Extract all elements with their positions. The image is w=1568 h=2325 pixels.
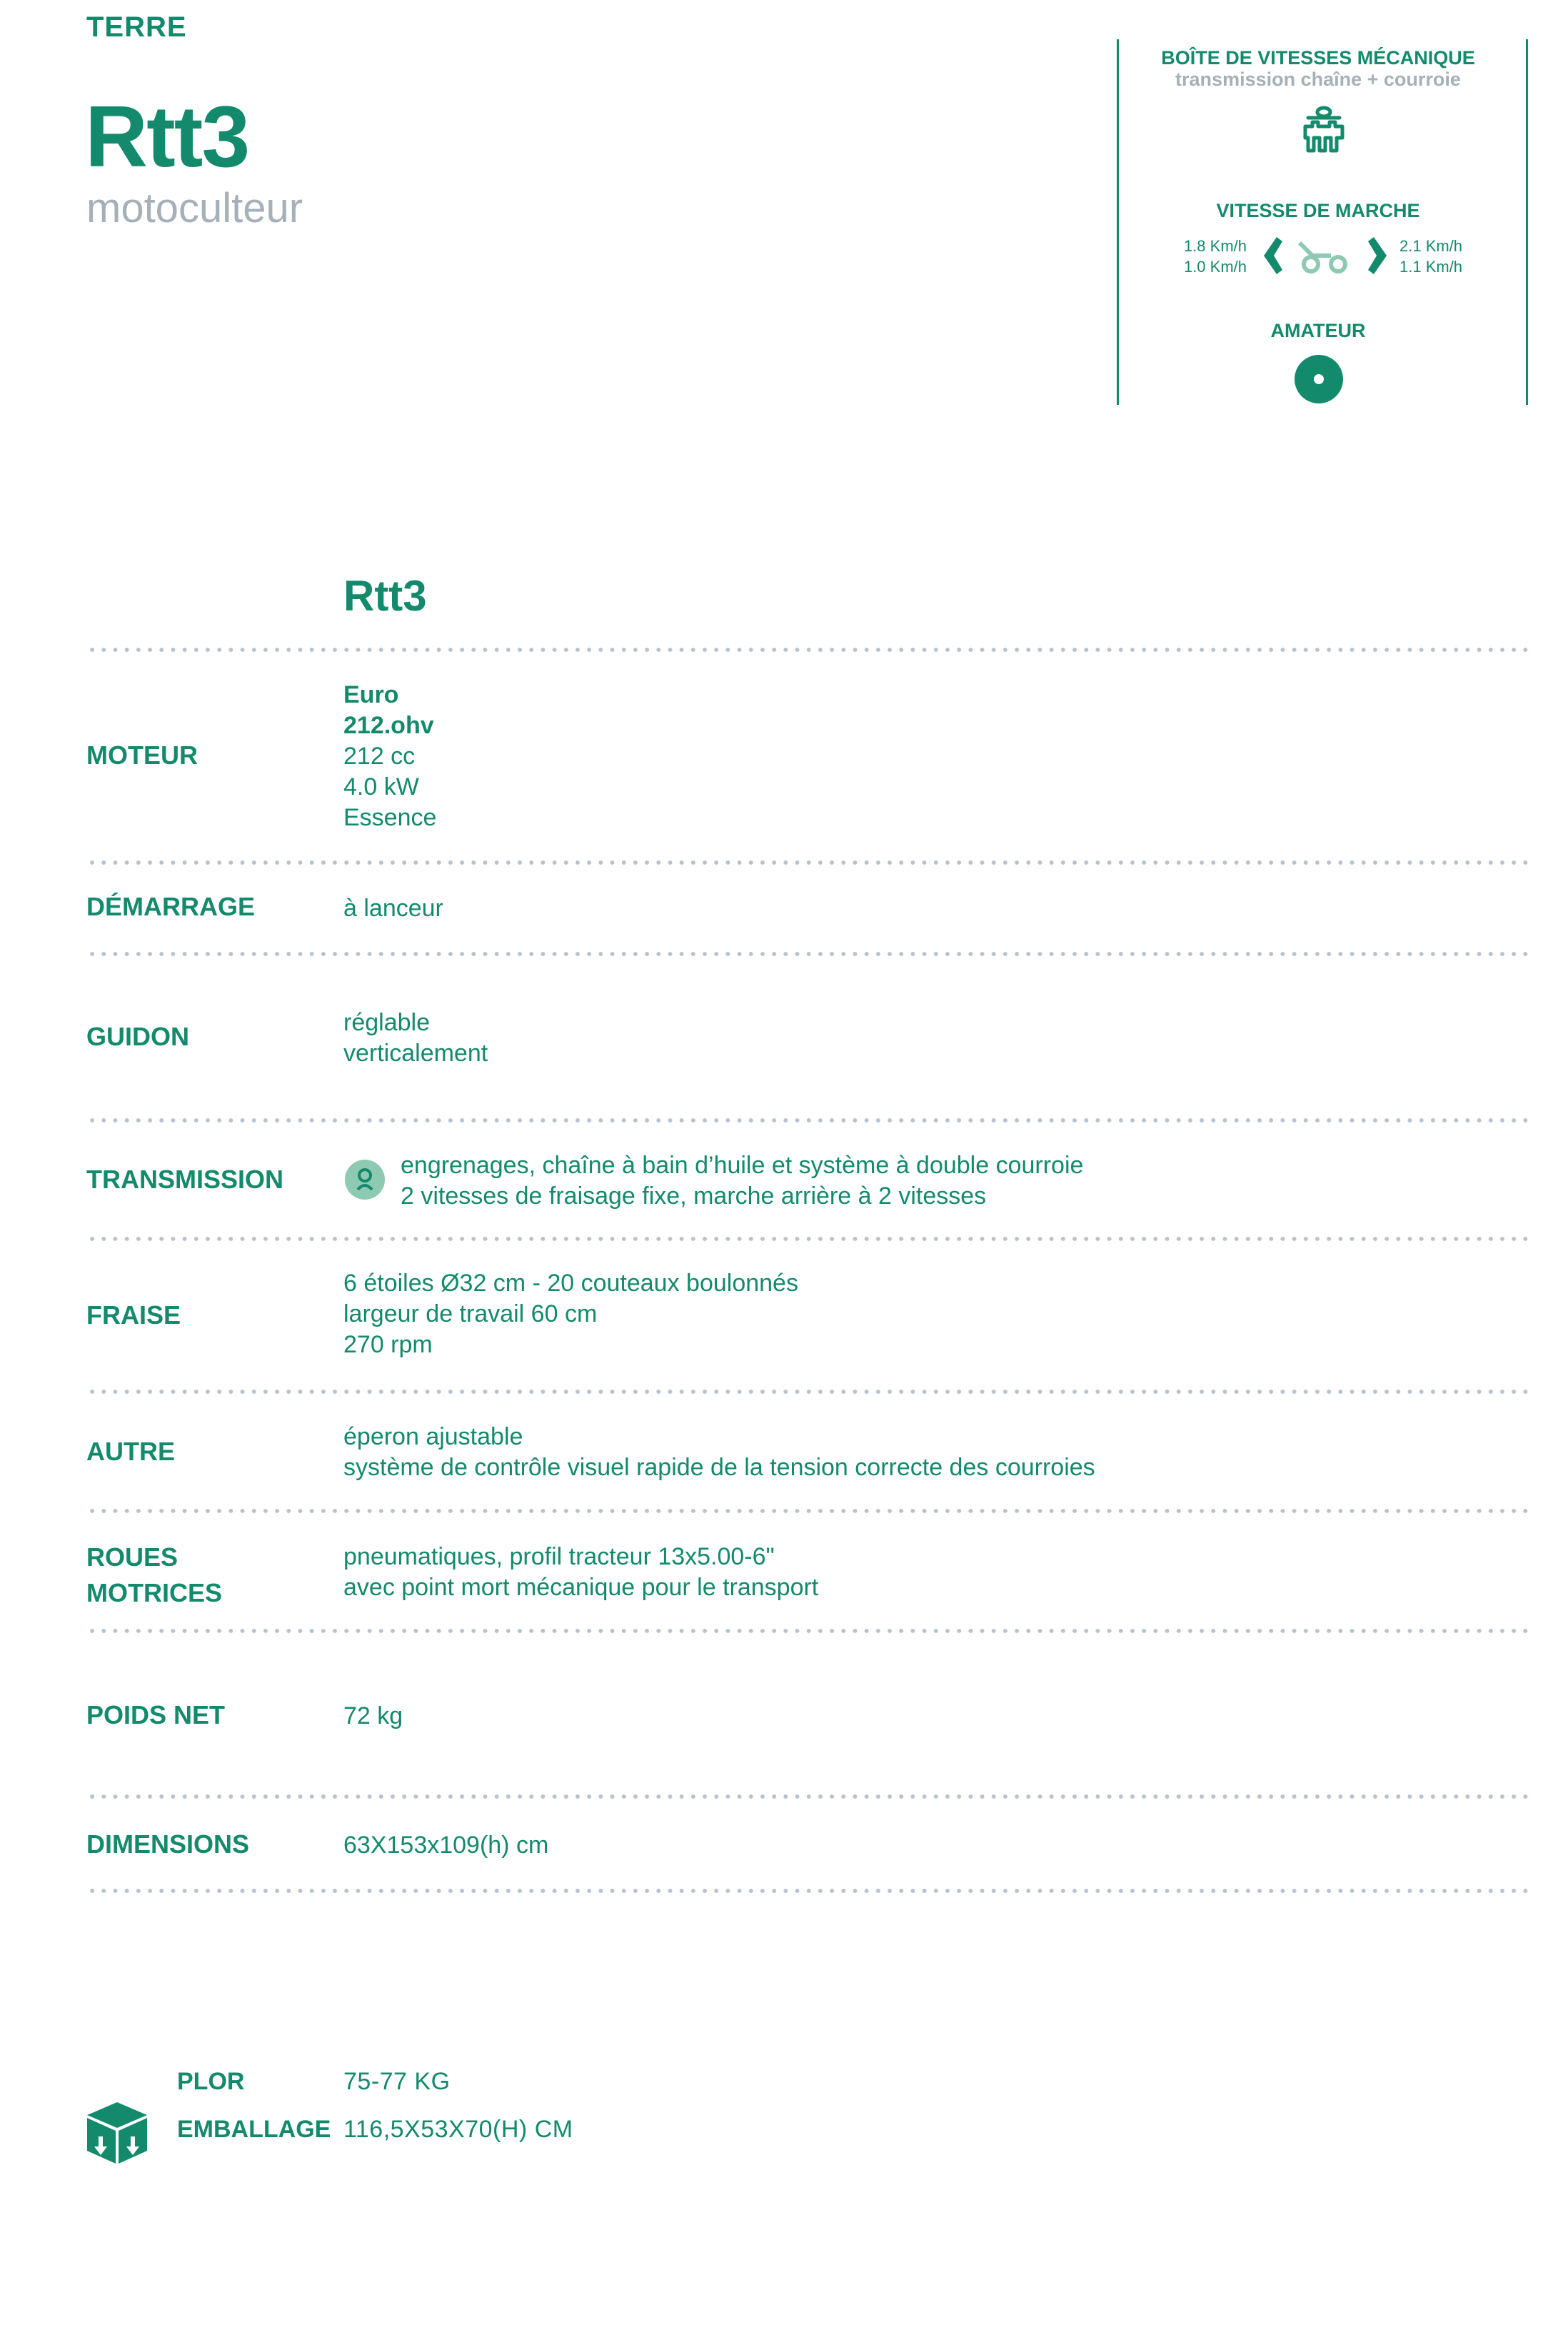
spec-label-transmission: TRANSMISSION (86, 1165, 284, 1194)
spec-value-roues-motrices (343, 1542, 818, 1603)
spec-value-guidon (343, 1008, 488, 1069)
row-divider (86, 1118, 1529, 1123)
tiller-line-1: 6 étoiles Ø32 cm - 20 couteaux boulonnés (343, 1270, 798, 1297)
spec-value-demarrage (343, 893, 443, 924)
gearbox-icon (1298, 104, 1350, 156)
table-model-header: Rtt3 (343, 572, 427, 620)
row-divider (86, 1390, 1529, 1394)
transmission-line-2: 2 vitesses de fraisage fixe, marche arrière à 2 vitesses (401, 1182, 987, 1210)
spec-label-demarrage: DÉMARRAGE (86, 892, 256, 921)
row-divider (86, 860, 1529, 865)
row-divider (86, 1509, 1529, 1513)
reverse-speeds (1399, 236, 1462, 277)
other-line-2: système de contrôle visuel rapide de la tension correcte des courroies (343, 1454, 1095, 1481)
engine-model: 212.ohv (343, 712, 434, 739)
panel-left-divider (1117, 39, 1119, 405)
category-label: TERRE (86, 11, 187, 43)
other-line-1: éperon ajustable (343, 1423, 523, 1450)
spec-value-poids-net (343, 1701, 403, 1732)
row-divider (86, 1629, 1529, 1633)
spec-label-moteur: MOTEUR (86, 740, 198, 770)
spec-value-autre (343, 1422, 1095, 1483)
reverse-speed-2: 1.1 Km/h (1399, 258, 1463, 276)
net-weight: 72 kg (343, 1702, 403, 1729)
tiller-line-2: largeur de travail 60 cm (343, 1300, 598, 1327)
gearbox-subtitle: transmission chaîne + courroie (1175, 69, 1461, 90)
row-divider (86, 952, 1529, 956)
walking-speed-icon (1258, 234, 1392, 277)
handlebar-line-2: verticalement (343, 1040, 488, 1067)
panel-right-divider (1526, 39, 1528, 405)
wheels-line-2: avec point mort mécanique pour le transport (343, 1574, 819, 1601)
handlebar-line-1: réglable (343, 1009, 430, 1036)
tiller-line-3: 270 rpm (343, 1331, 433, 1358)
spec-label-poids-net: POIDS NET (86, 1700, 226, 1729)
transmission-line-1: engrenages, chaîne à bain d’huile et système à double courroie (401, 1152, 1084, 1179)
spec-value-transmission (401, 1150, 1083, 1212)
row-divider (86, 648, 1529, 652)
row-divider (86, 1794, 1529, 1799)
level-title: AMATEUR (1270, 320, 1366, 341)
speed-title: VITESSE DE MARCHE (1216, 200, 1420, 221)
spec-label-dimensions: DIMENSIONS (86, 1829, 250, 1859)
spec-label-autre: AUTRE (86, 1437, 175, 1466)
spec-label-roues-motrices (86, 1540, 222, 1611)
spec-value-dimensions (343, 1830, 548, 1861)
package-box-icon (84, 2099, 150, 2166)
spec-label-fraise: FRAISE (86, 1300, 181, 1330)
forward-speed-2: 1.0 Km/h (1183, 258, 1247, 276)
product-title: Rtt3 (85, 88, 249, 185)
packaging-weight-label: PLOR (177, 2068, 245, 2095)
packaging-size-value: 116,5X53X70(H) CM (343, 2116, 573, 2143)
packaging-size-label: EMBALLAGE (177, 2116, 331, 2143)
gearbox-title: BOÎTE DE VITESSES MÉCANIQUE (1161, 47, 1475, 69)
wheels-line-1: pneumatiques, profil tracteur 13x5.00-6" (343, 1543, 775, 1570)
wheels-label-line-2: MOTRICES (86, 1578, 223, 1607)
dimensions-value: 63X153x109(h) cm (343, 1832, 549, 1859)
start-type: à lanceur (343, 895, 443, 922)
engine-power: 4.0 kW (343, 773, 419, 800)
amateur-level-icon (1294, 354, 1344, 404)
engine-displacement: 212 cc (343, 743, 416, 770)
spec-value-moteur (343, 680, 436, 833)
wheels-label-line-1: ROUES (86, 1542, 179, 1572)
reverse-speed-1: 2.1 Km/h (1399, 237, 1463, 255)
spec-label-guidon: GUIDON (86, 1022, 189, 1051)
spec-value-fraise (343, 1268, 798, 1360)
forward-speeds (1184, 236, 1247, 277)
engine-fuel: Essence (343, 804, 437, 831)
row-divider (86, 1889, 1529, 1893)
transmission-badge-icon (345, 1160, 385, 1200)
engine-brand: Euro (343, 681, 399, 708)
forward-speed-1: 1.8 Km/h (1183, 237, 1247, 255)
packaging-weight-value: 75-77 KG (343, 2068, 451, 2095)
row-divider (86, 1237, 1529, 1241)
product-subtitle: motoculteur (86, 185, 303, 231)
